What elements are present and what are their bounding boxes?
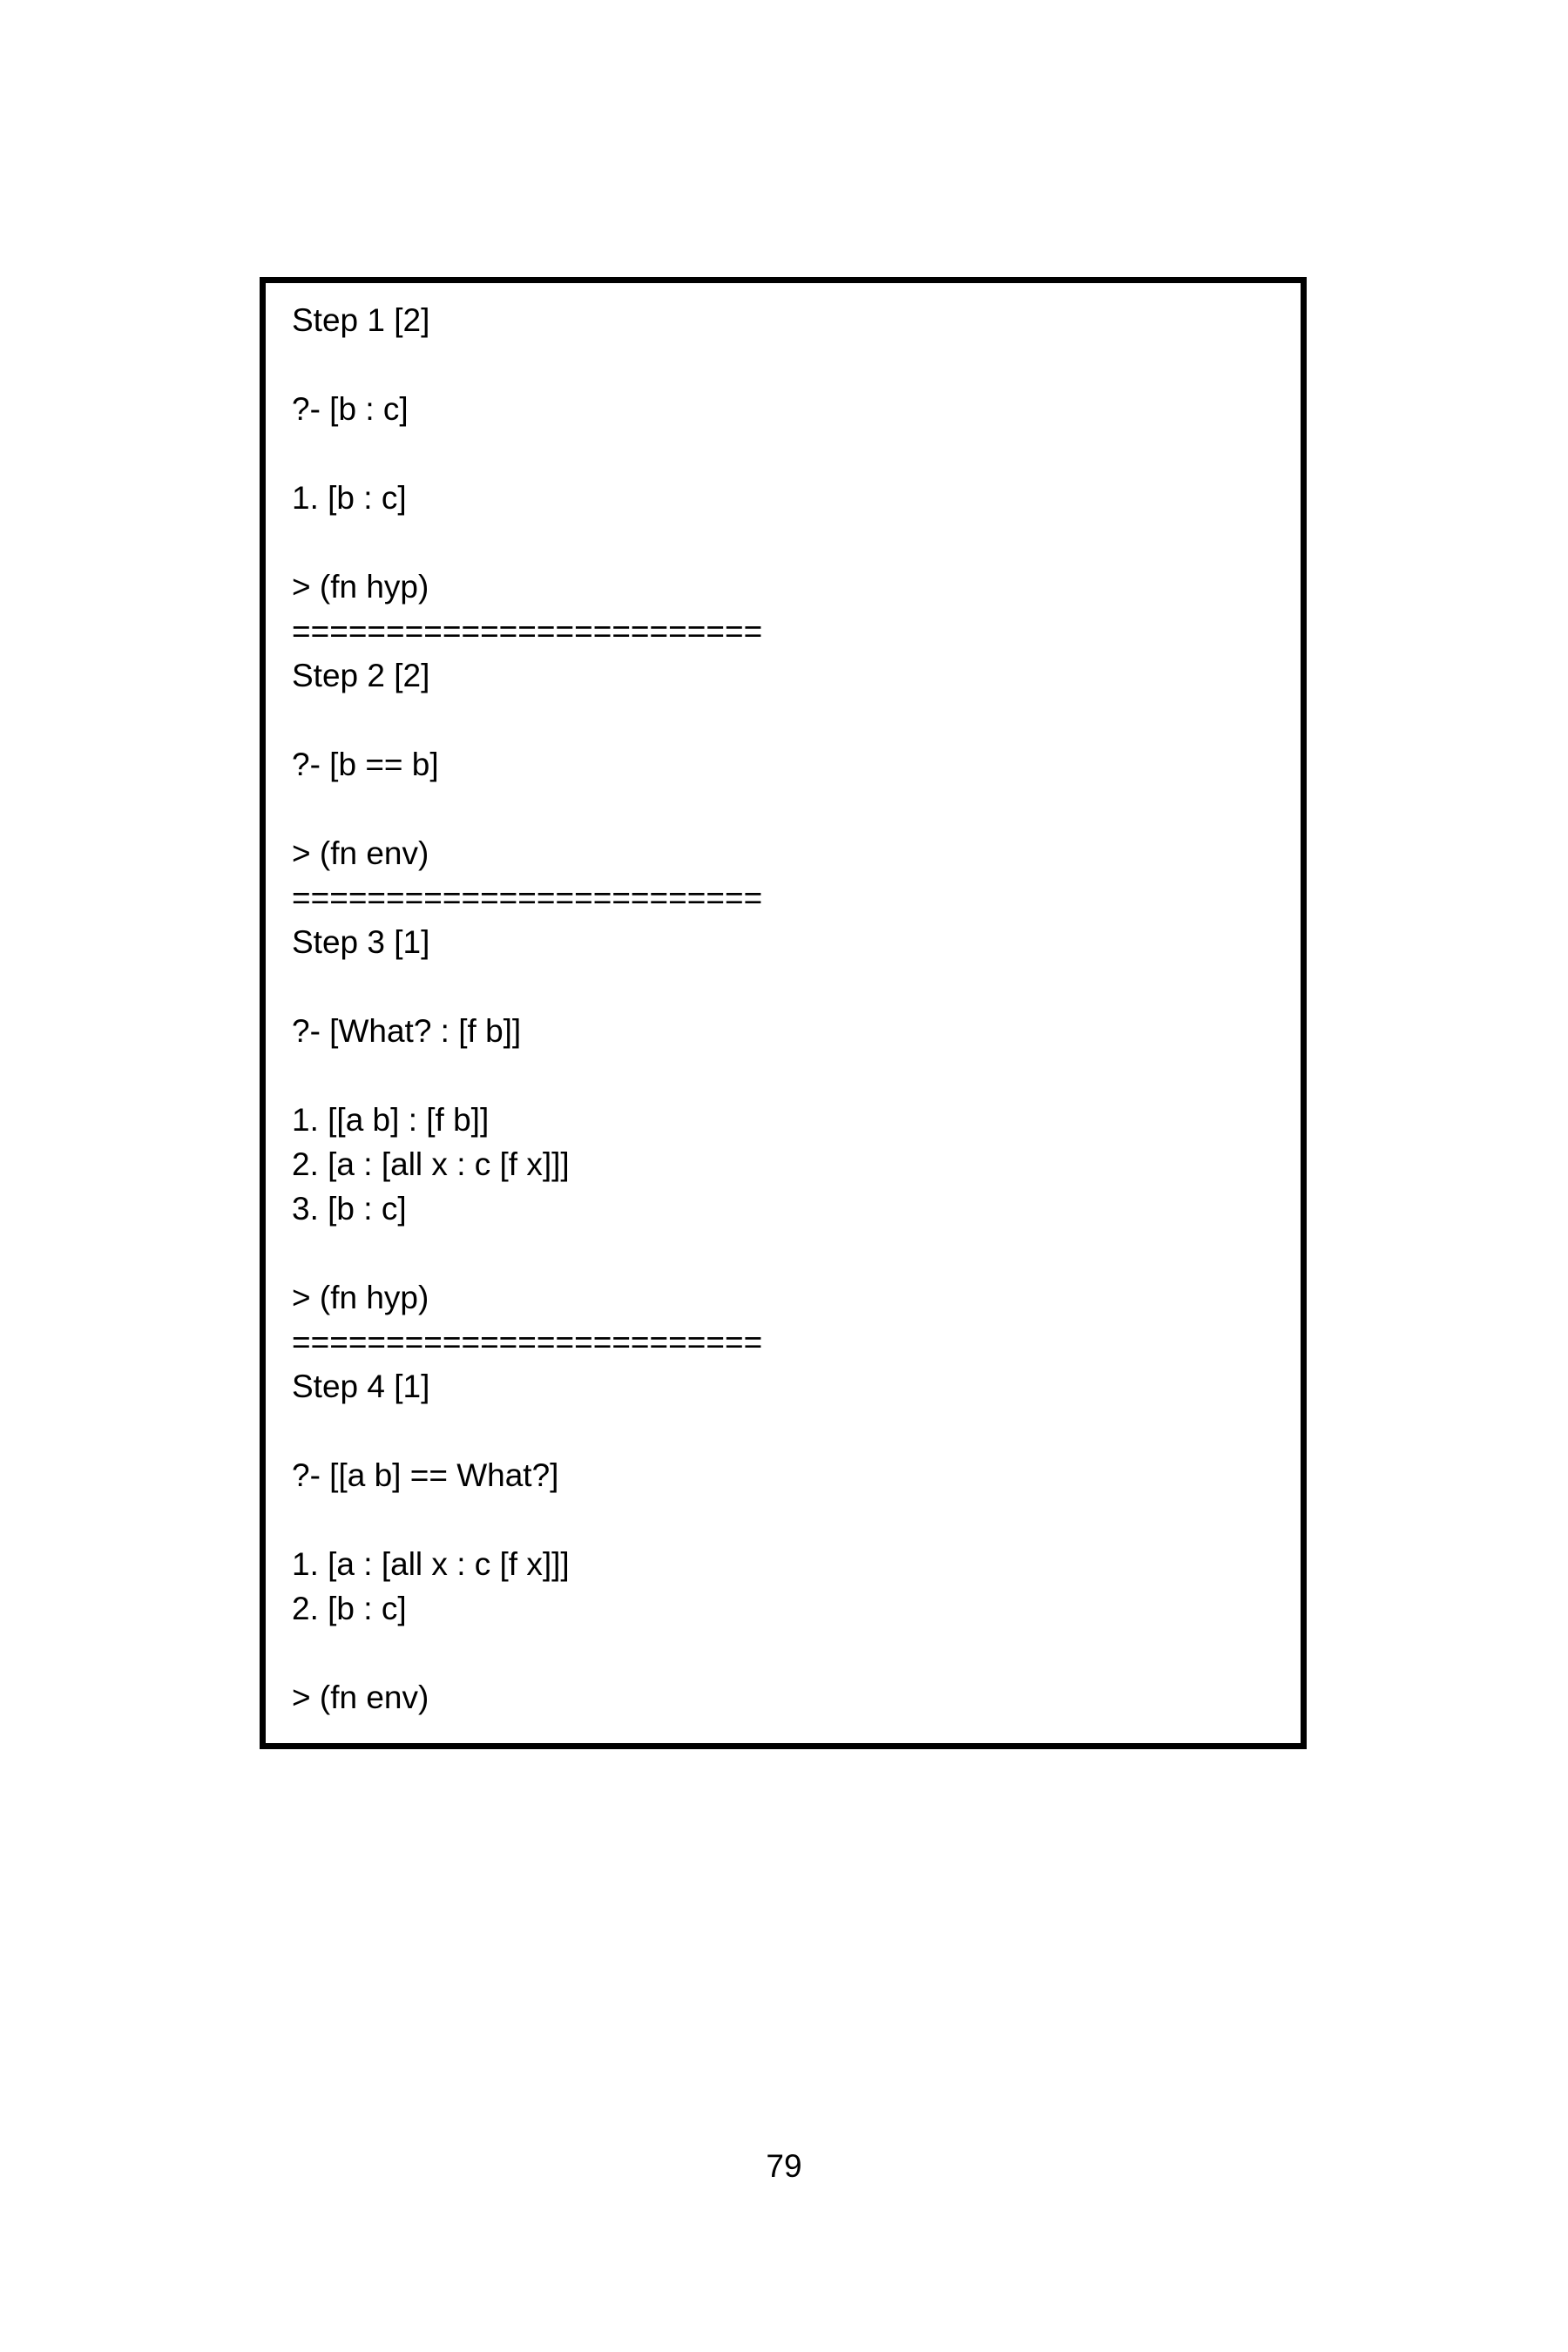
listing-line: ?- [What? : [f b]] <box>292 1013 522 1049</box>
blank-line <box>292 1053 762 1098</box>
listing-line: > (fn env) <box>292 835 429 871</box>
blank-line <box>292 1497 762 1542</box>
blank-line <box>292 520 762 564</box>
listing-line: 1. [a : [all x : c [f x]]] <box>292 1546 570 1582</box>
separator-line: ========================= <box>292 613 763 649</box>
separator-line: ========================= <box>292 1324 763 1360</box>
listing-line: ?- [[a b] == What?] <box>292 1457 559 1493</box>
blank-line <box>292 964 762 1009</box>
listing-line: > (fn hyp) <box>292 1280 429 1315</box>
listing-line: Step 2 [2] <box>292 658 430 693</box>
listing-line: > (fn env) <box>292 1680 429 1715</box>
listing-line: Step 4 [1] <box>292 1369 430 1404</box>
separator-line: ========================= <box>292 880 763 916</box>
listing-line: ?- [b : c] <box>292 391 409 427</box>
listing-line: Step 3 [1] <box>292 924 430 960</box>
blank-line <box>292 1631 762 1675</box>
blank-line <box>292 1231 762 1275</box>
blank-line <box>292 787 762 831</box>
proof-listing <box>292 298 762 1720</box>
listing-line: ?- [b == b] <box>292 747 439 782</box>
listing-line: Step 1 [2] <box>292 302 430 338</box>
listing-line: 1. [b : c] <box>292 480 407 516</box>
listing-line: 1. [[a b] : [f b]] <box>292 1102 490 1138</box>
listing-line: 2. [b : c] <box>292 1591 407 1626</box>
blank-line <box>292 342 762 387</box>
listing-line: > (fn hyp) <box>292 569 429 605</box>
listing-line: 3. [b : c] <box>292 1191 407 1227</box>
blank-line <box>292 698 762 742</box>
page-number: 79 <box>766 2148 802 2184</box>
blank-line <box>292 1409 762 1453</box>
listing-line: 2. [a : [all x : c [f x]]] <box>292 1146 570 1182</box>
blank-line <box>292 431 762 476</box>
